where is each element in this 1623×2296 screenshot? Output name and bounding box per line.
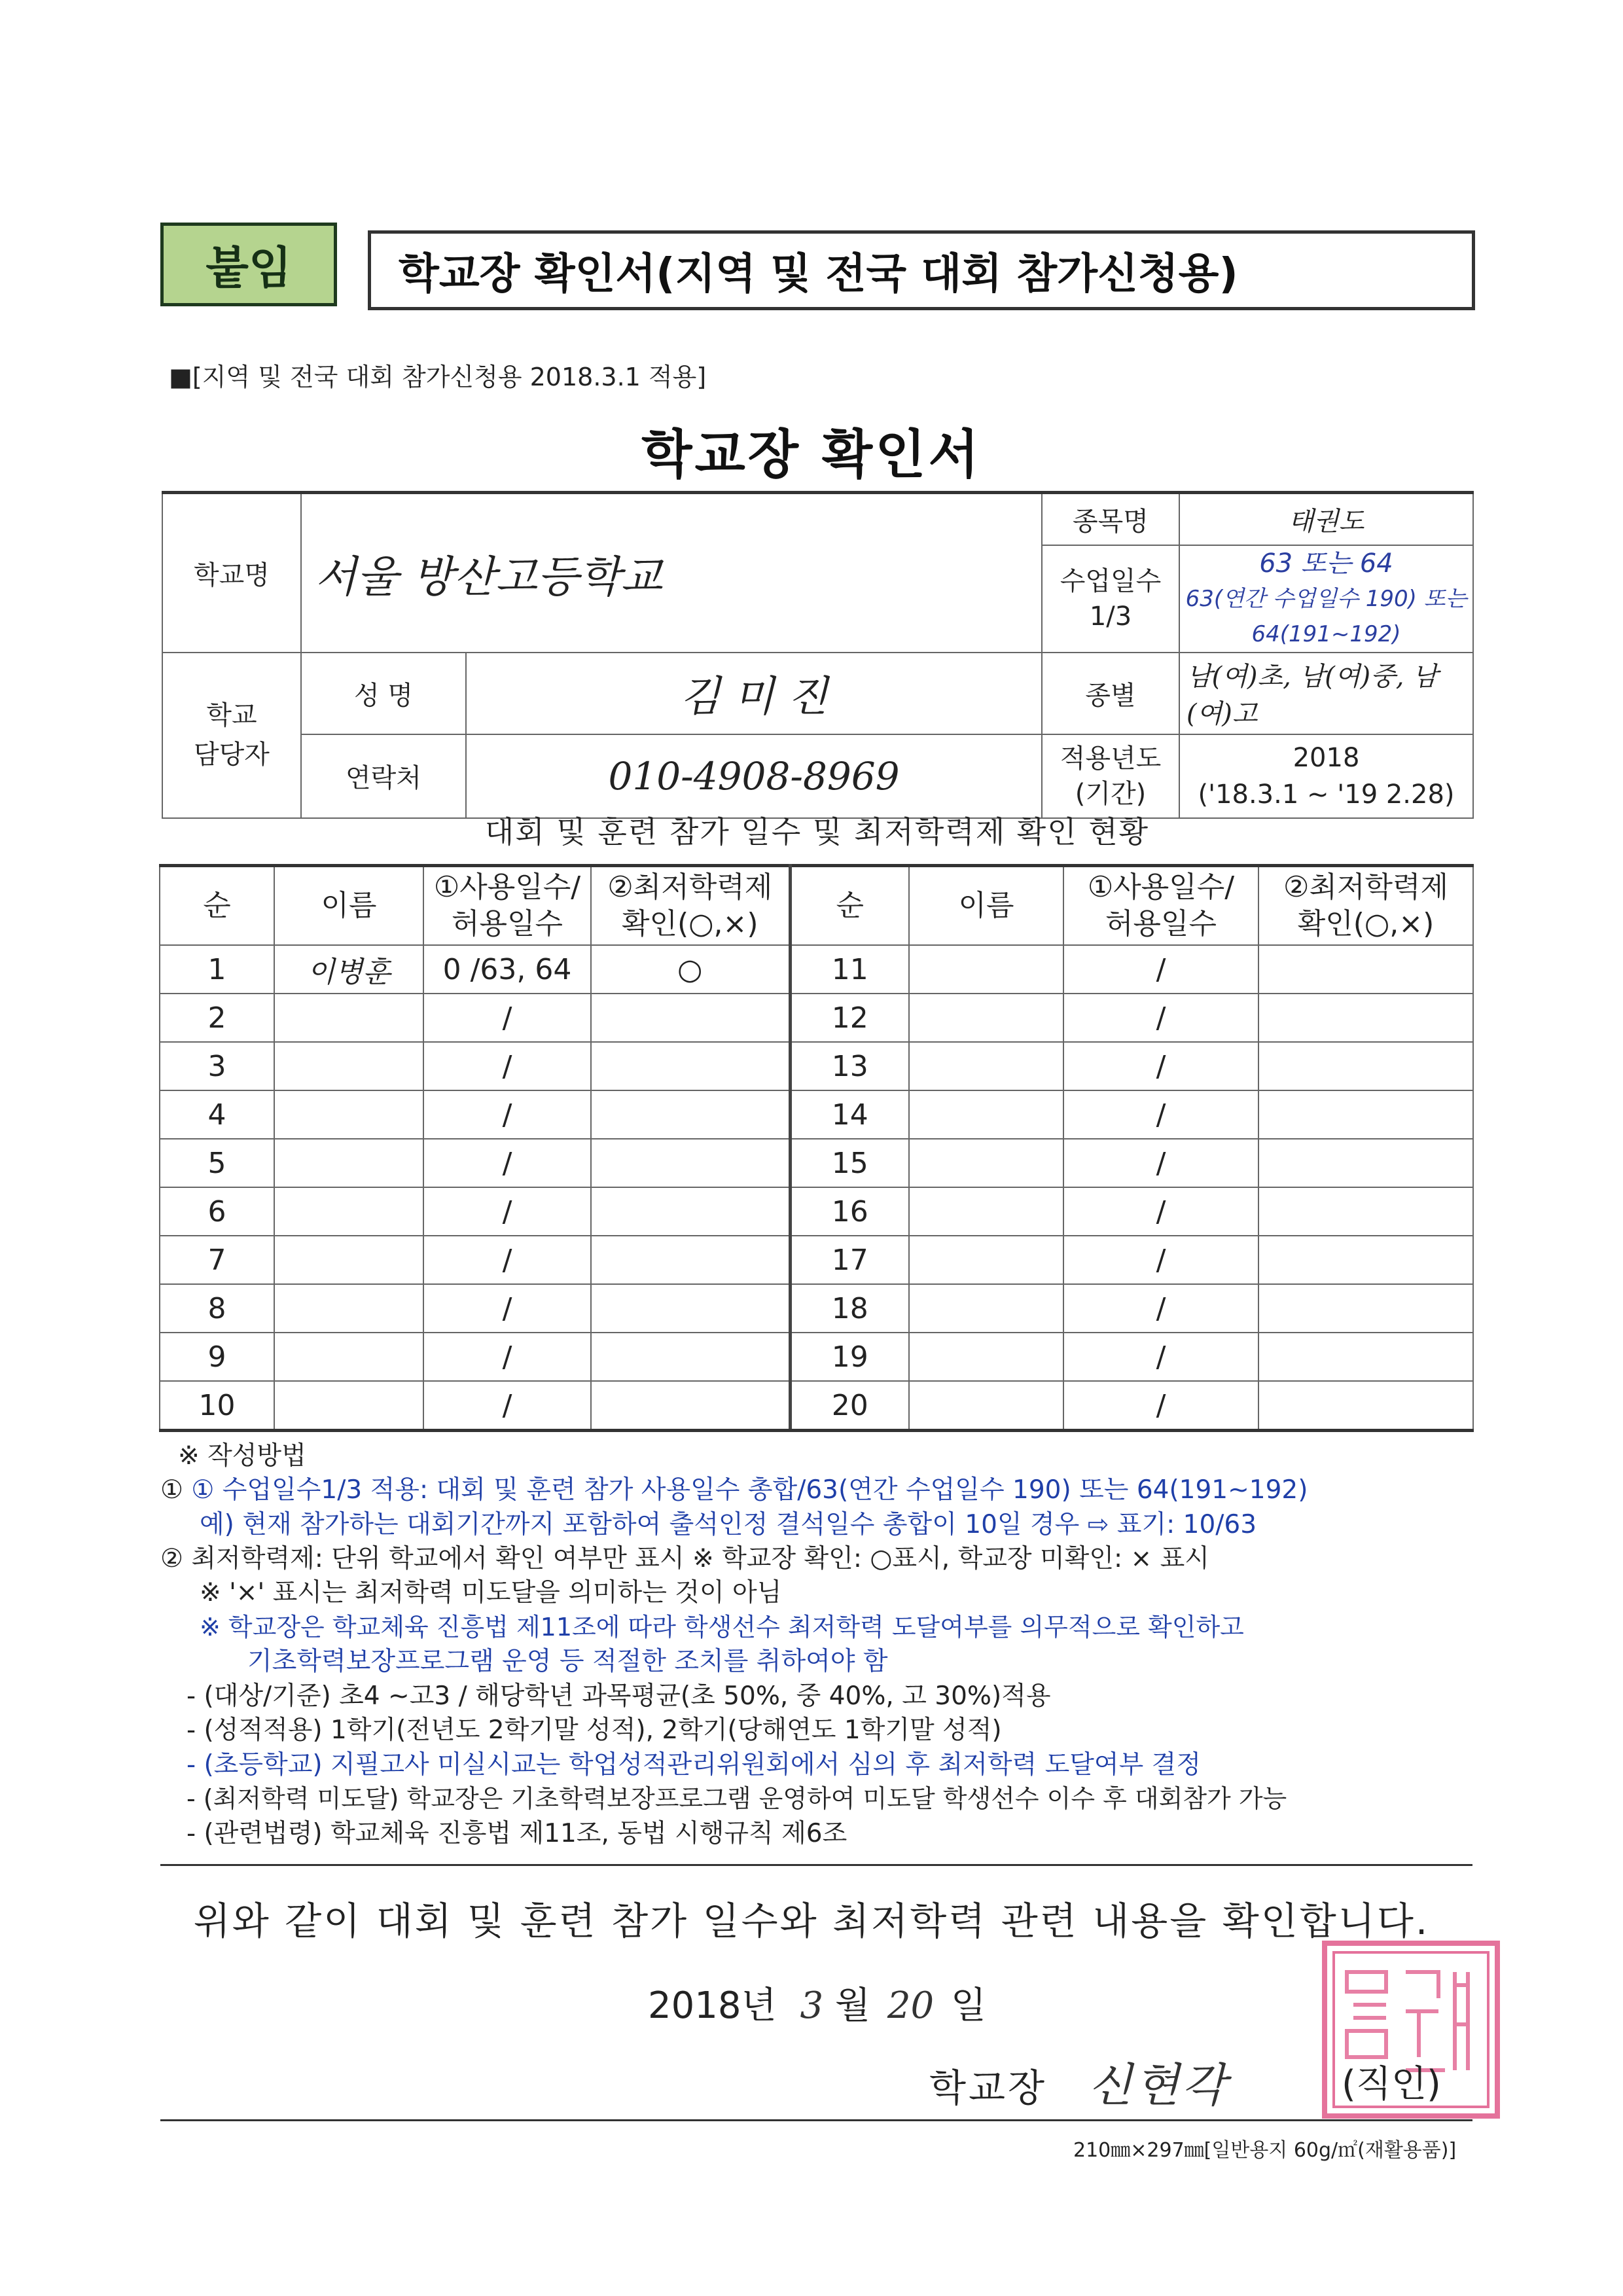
note-1a-text: ① 수업일수1/3 적용: 대회 및 훈련 참가 사용일수 총합/63(연간 수업일수 190) 또는 64(191~192) — [191, 1475, 1308, 1505]
row-days[interactable]: / — [423, 1139, 591, 1187]
notes-divider — [160, 1864, 1472, 1866]
row-days[interactable]: / — [423, 1381, 591, 1431]
date-month-value[interactable]: 3 — [800, 1984, 824, 2027]
row-days-right[interactable]: / — [1063, 1333, 1258, 1381]
row-no-right: 17 — [790, 1236, 909, 1284]
document-title-box — [368, 230, 1475, 310]
staff-name-label: 성 명 — [301, 653, 466, 734]
table-row — [160, 1187, 1473, 1236]
row-name[interactable] — [274, 1187, 423, 1236]
note-9: - (관련법령) 학교체육 진흥법 제11조, 동법 시행규칙 제6조 — [187, 1819, 847, 1848]
row-name-right[interactable] — [909, 1284, 1063, 1333]
row-days-right[interactable]: / — [1063, 945, 1258, 994]
school-days-cell — [1179, 545, 1473, 653]
row-days-right[interactable]: / — [1063, 994, 1258, 1042]
row-name[interactable] — [274, 1139, 423, 1187]
col-header-days-line2: 허용일수 — [451, 907, 563, 941]
row-check-right[interactable] — [1258, 1333, 1473, 1381]
year-cell — [1179, 734, 1473, 818]
table-row — [160, 1236, 1473, 1284]
col-header-days-right-line2: 허용일수 — [1105, 907, 1217, 941]
notes-heading: ※ 작성방법 — [178, 1441, 306, 1471]
school-name-label: 학교명 — [162, 493, 301, 653]
row-no: 7 — [160, 1236, 274, 1284]
col-header-check — [591, 866, 790, 946]
table-row — [160, 945, 1473, 994]
row-days[interactable]: / — [423, 1090, 591, 1139]
row-no-right: 14 — [790, 1090, 909, 1139]
year-label-line1: 적용년도 — [1060, 743, 1162, 774]
footer-divider — [160, 2119, 1472, 2121]
row-name[interactable] — [274, 1042, 423, 1090]
row-no-right: 18 — [790, 1284, 909, 1333]
row-check-right[interactable] — [1258, 1236, 1473, 1284]
note-5: - (대상/기준) 초4 ~고3 / 해당학년 과목평균(초 50%, 중 40%, 고 30%)적용 — [187, 1681, 1051, 1711]
row-no: 3 — [160, 1042, 274, 1090]
date-day-value[interactable]: 20 — [887, 1984, 935, 2027]
note-4a: ※ 학교장은 학교체육 진흥법 제11조에 따라 학생선수 최저학력 도달여부를 의무적으로 확인하고 — [200, 1613, 1244, 1641]
year-period: ('18.3.1 ~ '19 2.28) — [1198, 779, 1455, 810]
row-check[interactable] — [591, 1284, 790, 1333]
category-value[interactable]: 남(여)초, 남(여)중, 남(여)고 — [1179, 653, 1473, 734]
school-info-table — [162, 491, 1474, 819]
col-header-check-right-line2: 확인(○,×) — [1297, 907, 1435, 941]
table-row — [160, 1139, 1473, 1187]
note-7: - (초등학교) 지필고사 미실시교는 학업성적관리위원회에서 심의 후 최저학력 도달여부 결정 — [187, 1750, 1202, 1780]
row-check[interactable]: ○ — [591, 945, 790, 994]
form-subnote: ■[지역 및 전국 대회 참가신청용 2018.3.1 적용] — [169, 363, 707, 391]
row-no: 4 — [160, 1090, 274, 1139]
school-days-label-line1: 수업일수 — [1060, 565, 1162, 596]
contact-label: 연락처 — [301, 734, 466, 818]
row-days-right[interactable]: / — [1063, 1187, 1258, 1236]
table-row — [160, 1284, 1473, 1333]
note-3: ※ '×' 표시는 최저학력 미도달을 의미하는 것이 아님 — [200, 1578, 782, 1607]
row-name[interactable] — [274, 1090, 423, 1139]
row-name[interactable]: 이병훈 — [274, 945, 423, 994]
col-header-days-line1: ①사용일수/ — [433, 870, 581, 904]
col-header-check-line2: 확인(○,×) — [621, 907, 758, 941]
row-days[interactable]: / — [423, 1187, 591, 1236]
row-check-right[interactable] — [1258, 1090, 1473, 1139]
school-days-note: 63(연간 수업일수 190) 또는 64(191~192) — [1185, 585, 1467, 647]
row-no: 1 — [160, 945, 274, 994]
row-no-right: 16 — [790, 1187, 909, 1236]
page-title: 학교장 확인서 — [641, 424, 982, 485]
row-no: 9 — [160, 1333, 274, 1381]
row-name-right[interactable] — [909, 1187, 1063, 1236]
row-check[interactable] — [591, 1187, 790, 1236]
year-label — [1042, 734, 1179, 818]
staff-name-value[interactable]: 김 미 진 — [466, 653, 1042, 734]
row-no-right: 19 — [790, 1333, 909, 1381]
staff-label-line1: 학교 — [206, 700, 257, 730]
row-name-right[interactable] — [909, 1236, 1063, 1284]
row-days-right[interactable]: / — [1063, 1284, 1258, 1333]
note-6: - (성적적용) 1학기(전년도 2학기말 성적), 2학기(당해연도 1학기말 성적) — [187, 1715, 1002, 1745]
table-row — [160, 1333, 1473, 1381]
row-check-right[interactable] — [1258, 945, 1473, 994]
row-no-right: 15 — [790, 1139, 909, 1187]
row-check-right[interactable] — [1258, 1381, 1473, 1431]
row-check-right[interactable] — [1258, 1187, 1473, 1236]
row-check[interactable] — [591, 1236, 790, 1284]
row-days[interactable]: / — [423, 1236, 591, 1284]
row-days[interactable]: / — [423, 1284, 591, 1333]
col-header-no: 순 — [160, 866, 274, 946]
row-no: 10 — [160, 1381, 274, 1431]
principal-label: 학교장 — [929, 2066, 1048, 2110]
row-no: 5 — [160, 1139, 274, 1187]
signing-date — [648, 1977, 986, 2029]
sport-value[interactable]: 태권도 — [1179, 493, 1473, 545]
col-header-name: 이름 — [274, 866, 423, 946]
row-name[interactable] — [274, 1236, 423, 1284]
sport-label: 종목명 — [1042, 493, 1179, 545]
row-days-right[interactable]: / — [1063, 1381, 1258, 1431]
row-days-right[interactable]: / — [1063, 1042, 1258, 1090]
row-name-right[interactable] — [909, 1090, 1063, 1139]
row-no: 6 — [160, 1187, 274, 1236]
principal-line — [929, 2049, 1228, 2115]
note-4b: 기초학력보장프로그램 운영 등 적절한 조치를 취하여야 함 — [247, 1647, 888, 1676]
row-check[interactable] — [591, 1090, 790, 1139]
row-check[interactable] — [591, 994, 790, 1042]
row-check[interactable] — [591, 1381, 790, 1431]
date-day-label: 일 — [950, 1984, 986, 2027]
row-days-right[interactable]: / — [1063, 1236, 1258, 1284]
row-no-right: 12 — [790, 994, 909, 1042]
row-check-right[interactable] — [1258, 1284, 1473, 1333]
paper-spec-footer: 210㎜×297㎜[일반용지 60g/㎡(재활용품)] — [1073, 2139, 1457, 2162]
staff-label — [162, 653, 301, 818]
row-name-right[interactable] — [909, 1381, 1063, 1431]
row-name[interactable] — [274, 994, 423, 1042]
row-check[interactable] — [591, 1042, 790, 1090]
row-name[interactable] — [274, 1333, 423, 1381]
note-1a: ① ① 수업일수1/3 적용: 대회 및 훈련 참가 사용일수 총합/63(연간 수업일수 190) 또는 64(191~192) — [160, 1475, 1308, 1505]
table-row — [160, 1090, 1473, 1139]
row-name[interactable] — [274, 1284, 423, 1333]
row-no-right: 20 — [790, 1381, 909, 1431]
col-header-days-right-line1: ①사용일수/ — [1087, 870, 1235, 904]
attachment-badge — [160, 223, 337, 306]
row-days-right[interactable]: / — [1063, 1139, 1258, 1187]
row-days[interactable]: / — [423, 994, 591, 1042]
row-check-right[interactable] — [1258, 1042, 1473, 1090]
document-title: 학교장 확인서(지역 및 전국 대회 참가신청용) — [399, 250, 1238, 298]
row-no-right: 13 — [790, 1042, 909, 1090]
row-name[interactable] — [274, 1381, 423, 1431]
school-days-label-line2: 1/3 — [1089, 601, 1132, 632]
table-row — [160, 994, 1473, 1042]
row-name-right[interactable] — [909, 1333, 1063, 1381]
row-check-right[interactable] — [1258, 994, 1473, 1042]
col-header-check-right-line1: ②최저학력제 — [1283, 870, 1448, 904]
row-no-right: 11 — [790, 945, 909, 994]
participation-status-table — [159, 864, 1474, 1432]
col-header-days-right — [1063, 866, 1258, 946]
seal-label: (직인) — [1342, 2063, 1441, 2106]
attachment-label: 붙임 — [205, 242, 292, 295]
date-month-label: 월 — [834, 1984, 870, 2027]
date-year: 2018년 — [648, 1984, 777, 2027]
row-no: 2 — [160, 994, 274, 1042]
note-2: ② 최저학력제: 단위 학교에서 확인 여부만 표시 ※ 학교장 확인: ○표시, 학교장 미확인: × 표시 — [160, 1544, 1209, 1573]
col-header-check-right — [1258, 866, 1473, 946]
contact-value[interactable]: 010-4908-8969 — [466, 734, 1042, 818]
col-header-no-right: 순 — [790, 866, 909, 946]
school-name-value[interactable]: 서울 방산고등학교 — [301, 493, 1042, 653]
staff-label-line2: 담당자 — [194, 740, 270, 770]
principal-signature: 신현각 — [1088, 2058, 1229, 2112]
row-days[interactable]: / — [423, 1333, 591, 1381]
note-8: - (최저학력 미도달) 학교장은 기초학력보장프로그램 운영하여 미도달 학생선수 이수 후 대회참가 가능 — [187, 1784, 1287, 1813]
school-days-label — [1042, 545, 1179, 653]
status-section-title: 대회 및 훈련 참가 일수 및 최저학력제 확인 현황 — [484, 814, 1150, 850]
row-days-right[interactable]: / — [1063, 1090, 1258, 1139]
year-value: 2018 — [1293, 742, 1360, 773]
row-days[interactable]: / — [423, 1042, 591, 1090]
row-check[interactable] — [591, 1139, 790, 1187]
row-no: 8 — [160, 1284, 274, 1333]
school-days-value[interactable]: 63 또는 64 — [1259, 548, 1393, 579]
row-check-right[interactable] — [1258, 1139, 1473, 1187]
row-check[interactable] — [591, 1333, 790, 1381]
col-header-days — [423, 866, 591, 946]
row-days[interactable]: 0 /63, 64 — [423, 945, 591, 994]
col-header-name-right: 이름 — [909, 866, 1063, 946]
row-name-right[interactable] — [909, 994, 1063, 1042]
note-1b: 예) 현재 참가하는 대회기간까지 포함하여 출석인정 결석일수 총합이 10일 경우 ⇨ 표기: 10/63 — [200, 1510, 1257, 1539]
year-label-line2: (기간) — [1075, 778, 1147, 809]
row-name-right[interactable] — [909, 1042, 1063, 1090]
col-header-check-line1: ②최저학력제 — [607, 870, 773, 904]
category-label: 종별 — [1042, 653, 1179, 734]
table-row — [160, 1381, 1473, 1431]
table-row — [160, 1042, 1473, 1090]
confirmation-statement: 위와 같이 대회 및 훈련 참가 일수와 최저학력 관련 내용을 확인합니다. — [193, 1899, 1430, 1943]
row-name-right[interactable] — [909, 1139, 1063, 1187]
row-name-right[interactable] — [909, 945, 1063, 994]
